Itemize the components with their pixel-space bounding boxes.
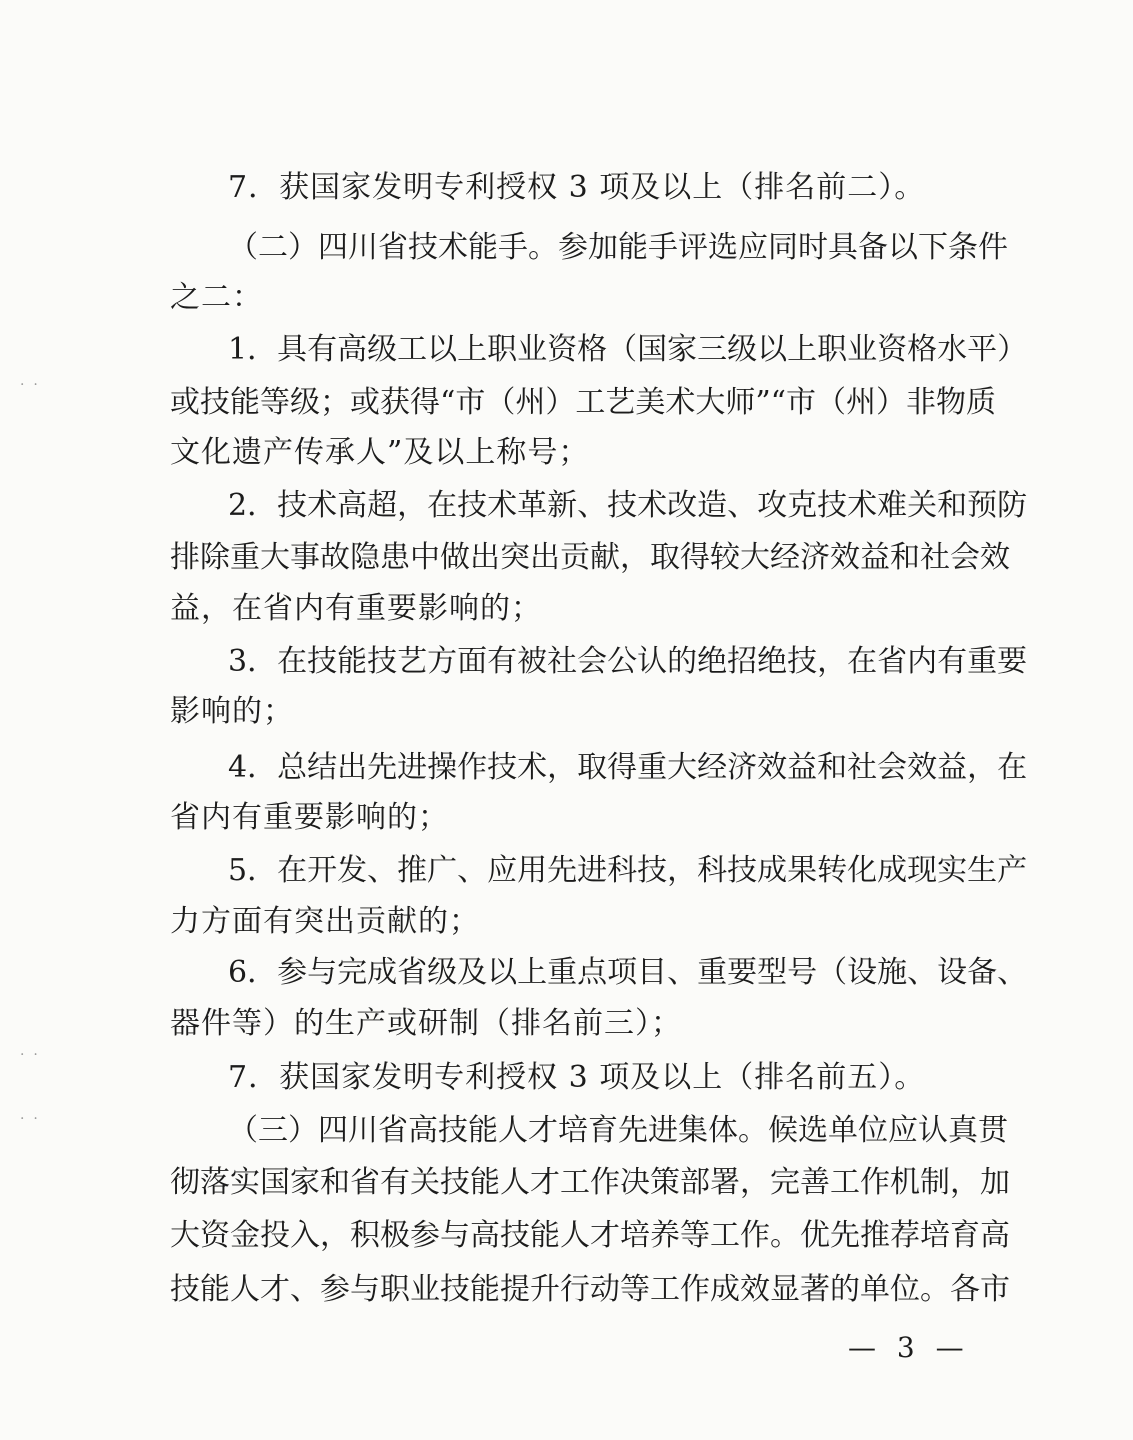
text-line-13: 省内有重要影响的； (170, 800, 449, 835)
text-line-20: 彻落实国家和省有关技能人才工作决策部署，完善工作机制，加 (170, 1165, 1010, 1200)
margin-mark: · · (20, 377, 38, 393)
text-line-11: 影响的； (170, 694, 294, 729)
text-line-17: 器件等）的生产或研制（排名前三）； (170, 1006, 682, 1041)
text-line-14: 5．在开发、推广、应用先进科技，科技成果转化成现实生产 (228, 853, 1028, 888)
text-line-21: 大资金投入，积极参与高技能人才培养等工作。优先推荐培育高 (170, 1218, 1010, 1253)
text-line-22: 技能人才、参与职业技能提升行动等工作成效显著的单位。各市 (170, 1272, 1010, 1307)
text-line-9: 益，在省内有重要影响的； (170, 591, 542, 626)
text-line-1: 7．获国家发明专利授权 3 项及以上（排名前二）。 (228, 170, 926, 205)
margin-mark: · · (20, 1111, 38, 1127)
text-line-19: （三）四川省高技能人才培育先进集体。候选单位应认真贯 (228, 1113, 1008, 1148)
text-line-7: 2．技术高超，在技术革新、技术改造、攻克技术难关和预防 (228, 488, 1028, 523)
text-line-6: 文化遗产传承人”及以上称号； (170, 435, 590, 470)
page-number: — 3 — (848, 1331, 970, 1364)
margin-mark: · · (20, 1047, 38, 1063)
text-line-15: 力方面有突出贡献的； (170, 904, 480, 939)
text-line-8: 排除重大事故隐患中做出突出贡献，取得较大经济效益和社会效 (170, 540, 1010, 575)
text-line-16: 6．参与完成省级及以上重点项目、重要型号（设施、设备、 (228, 955, 1028, 990)
text-line-18: 7．获国家发明专利授权 3 项及以上（排名前五）。 (228, 1060, 926, 1095)
text-line-5: 或技能等级；或获得“市（州）工艺美术大师”“市（州）非物质 (170, 385, 997, 420)
text-line-10: 3．在技能技艺方面有被社会公认的绝招绝技，在省内有重要 (228, 644, 1028, 679)
text-line-2: （二）四川省技术能手。参加能手评选应同时具备以下条件 (228, 230, 1008, 265)
text-line-4: 1．具有高级工以上职业资格（国家三级以上职业资格水平） (228, 332, 1028, 367)
text-line-3: 之二： (170, 280, 263, 315)
text-line-12: 4．总结出先进操作技术，取得重大经济效益和社会效益，在 (228, 750, 1028, 785)
